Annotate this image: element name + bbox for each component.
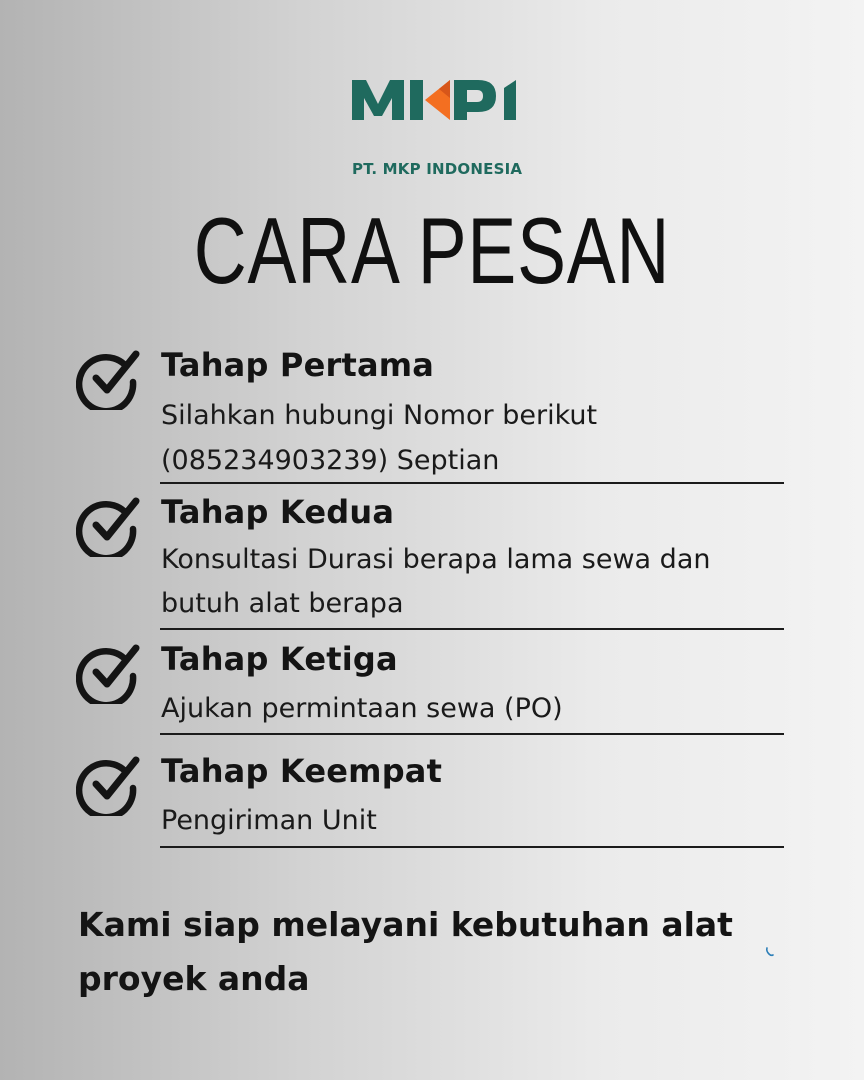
step-title: Tahap Keempat	[161, 752, 443, 790]
footer-line: Kami siap melayani kebutuhan alat	[78, 905, 733, 944]
step-description-line: butuh alat berapa	[161, 588, 404, 619]
footer-line: proyek anda	[78, 959, 310, 998]
step-title: Tahap Ketiga	[161, 640, 398, 678]
check-circle-icon	[76, 640, 140, 704]
step-description-line: Konsultasi Durasi berapa lama sewa dan	[161, 544, 711, 575]
step-description-line: Silahkan hubungi Nomor berikut	[161, 400, 598, 431]
step-divider	[160, 733, 784, 735]
page-title: CARA PESAN	[193, 198, 671, 303]
step-description-line: (085234903239) Septian	[161, 445, 500, 476]
step-title: Tahap Kedua	[161, 493, 395, 531]
check-circle-icon	[76, 493, 140, 557]
footer-tagline	[78, 898, 758, 1006]
company-name: PT. MKP INDONESIA	[352, 160, 523, 178]
step-title: Tahap Pertama	[161, 346, 435, 384]
company-logo	[350, 74, 546, 184]
step-description-line: Pengiriman Unit	[161, 805, 377, 836]
check-circle-icon	[76, 346, 140, 410]
step-divider	[160, 628, 784, 630]
phone-icon	[763, 945, 777, 959]
mkpi-logo-mark	[350, 74, 546, 158]
step-divider	[160, 482, 784, 484]
step-divider	[160, 846, 784, 848]
step-description-line: Ajukan permintaan sewa (PO)	[161, 693, 563, 724]
check-circle-icon	[76, 752, 140, 816]
